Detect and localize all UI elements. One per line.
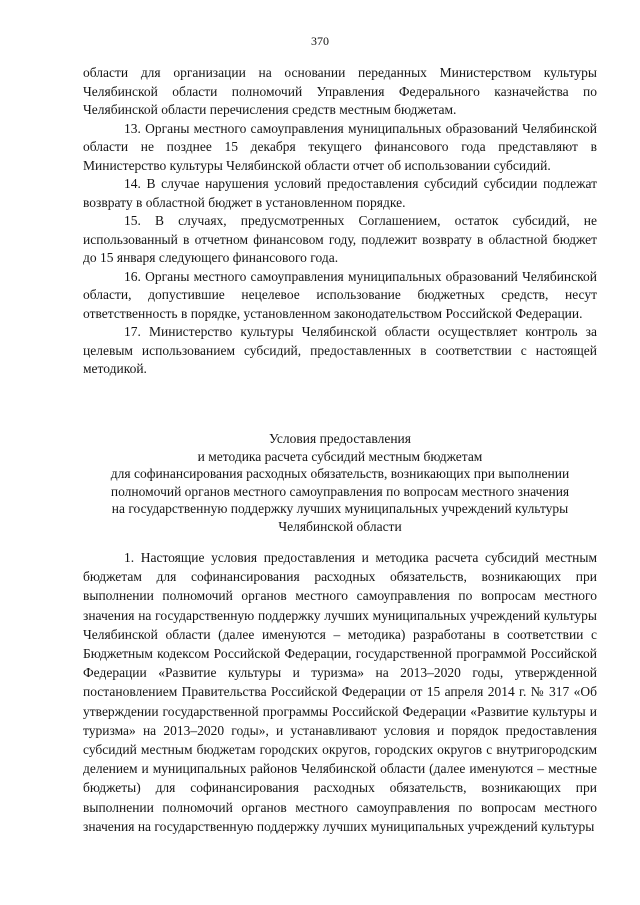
section-title-line: Челябинской области [278,518,402,534]
section-title [83,430,597,536]
section-title-line: для софинансирования расходных обязательств, возникающих при выполнении [110,466,570,482]
paragraph-item-14: 14. В случае нарушения условий предоставления субсидий субсидии подлежат возврату в областной бюджет в установленном порядке. [83,176,597,210]
paragraph-item-1: 1. Настоящие условия предоставления и методика расчета субсидий местным бюджетам для софинансирования расходных обязательств, возникающих при выполнении полномочий органов местного самоуправления по вопросам местного значения на государственную поддержку лучших муниципальных учреждений культуры Челябинской области (далее именуются – методика) разработаны в соответствии с Бюджетным кодексом Российской Федерации, государственной программой Российской Федерации «Развитие культуры и туризма» на 2013–2020 годы, утвержденной постановлением Правительства Российской Федерации от 15 апреля 2014 г. № 317 «Об утверждении государственной программы Российской Федерации «Развитие культуры и туризма» на 2013–2020 годы», и устанавливают условия и порядок предоставления субсидий местным бюджетам городских округов, городских округов с внутригородским делением и муниципальных районов Челябинской области (далее именуются – местные бюджеты) для софинансирования расходных обязательств, возникающих при выполнении полномочий органов местного самоуправления по вопросам местного значения на государственную поддержку лучших муниципальных учреждений культуры [83,550,597,834]
bottom-text-section [83,548,597,836]
top-text-section [83,64,597,379]
paragraph-item-16: 16. Органы местного самоуправления муниципальных образований Челябинской области, допустившие нецелевое использование бюджетных средств, несут ответственность в порядке, установленном законодательством Российской Федерации. [83,268,597,321]
section-title-line: и методика расчета субсидий местным бюджетам [197,448,483,464]
paragraph-continuation: области для организации на основании переданных Министерством культуры Челябинской области полномочий Управления Федерального казначейства по Челябинской области перечисления средств местным бюджетам. [83,65,597,117]
section-title-line: на государственную поддержку лучших муниципальных учреждений культуры [111,501,569,517]
paragraph-item-17: 17. Министерство культуры Челябинской области осуществляет контроль за целевым использованием субсидий, предоставленных в соответствии с настоящей методикой. [83,324,597,376]
paragraph-item-15: 15. В случаях, предусмотренных Соглашением, остаток субсидий, не использованный в отчетном финансовом году, подлежит возврату в областной бюджет до 15 января следующего финансового года. [83,213,597,265]
section-title-line: полномочий органов местного самоуправления по вопросам местного значения [110,483,570,499]
section-title-line: Условия предоставления [269,431,411,446]
paragraph-item-13: 13. Органы местного самоуправления муниципальных образований Челябинской области не позднее 15 декабря текущего финансового года представляют в Министерство культуры Челябинской области отчет об использовании субсидий. [83,120,597,173]
page-number: 370 [311,34,329,48]
